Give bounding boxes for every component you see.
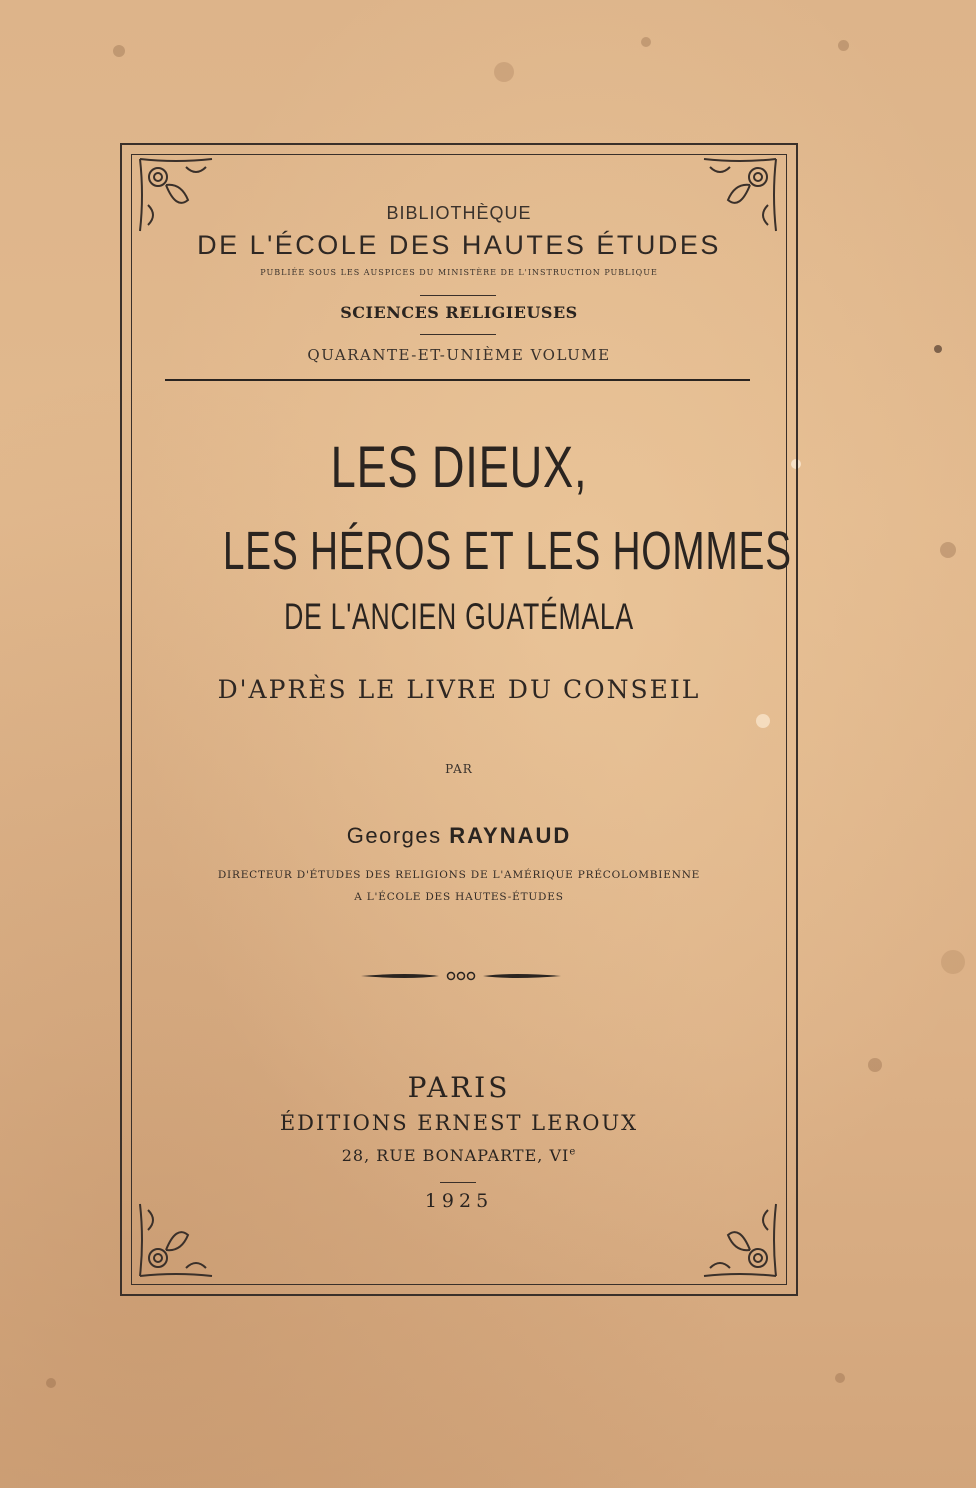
publisher-address — [131, 1146, 787, 1165]
series-name-line1: BIBLIOTHÈQUE — [386, 203, 532, 223]
foxing-spot — [941, 950, 965, 974]
book-subtitle: D'APRÈS LE LIVRE DU CONSEIL — [217, 675, 701, 704]
book-title-line3: DE L'ANCIEN GUATÉMALA — [284, 596, 634, 637]
publication-year: 1925 — [424, 1190, 494, 1212]
foxing-spot — [940, 542, 956, 558]
author-name — [131, 823, 787, 849]
author-affiliation-line1: DIRECTEUR D'ÉTUDES DES RELIGIONS DE L'AMÉRIQUE PRÉCOLOMBIENNE — [217, 869, 701, 881]
author-first-name: Georges — [346, 823, 442, 848]
foxing-spot — [46, 1378, 56, 1388]
flourish-divider-icon — [359, 966, 563, 986]
author-last-name: RAYNAUD — [449, 823, 572, 848]
series-sponsor-line: PUBLIÉE SOUS LES AUSPICES DU MINISTÈRE DE L'INSTRUCTION PUBLIQUE — [260, 268, 658, 277]
volume-number: QUARANTE-ET-UNIÈME VOLUME — [307, 346, 611, 364]
foxing-spot — [113, 45, 125, 57]
header-rule — [165, 379, 750, 381]
book-title-line1: LES DIEUX, — [330, 435, 588, 500]
foxing-spot — [641, 37, 651, 47]
foxing-spot — [868, 1058, 882, 1072]
corner-ornament-icon — [700, 1200, 780, 1280]
section-title: SCIENCES RELIGIEUSES — [340, 303, 578, 322]
divider-rule — [440, 1182, 476, 1183]
foxing-spot — [835, 1373, 845, 1383]
address-superscript: e — [569, 1146, 577, 1158]
corner-ornament-icon — [136, 1200, 216, 1280]
foxing-spot — [838, 40, 849, 51]
publisher-name: ÉDITIONS ERNEST LEROUX — [279, 1111, 639, 1135]
divider-rule — [420, 295, 496, 296]
by-label: PAR — [445, 762, 473, 776]
address-text: 28, RUE BONAPARTE, VI — [341, 1146, 570, 1165]
foxing-spot — [494, 62, 514, 82]
book-title-line2: LES HÉROS ET LES HOMMES — [222, 521, 792, 581]
foxing-spot — [934, 345, 942, 353]
author-affiliation-line2: A L'ÉCOLE DES HAUTES-ÉTUDES — [354, 891, 564, 903]
series-name-line2: DE L'ÉCOLE DES HAUTES ÉTUDES — [197, 230, 721, 260]
divider-rule — [420, 334, 496, 335]
publication-city: PARIS — [407, 1071, 511, 1104]
